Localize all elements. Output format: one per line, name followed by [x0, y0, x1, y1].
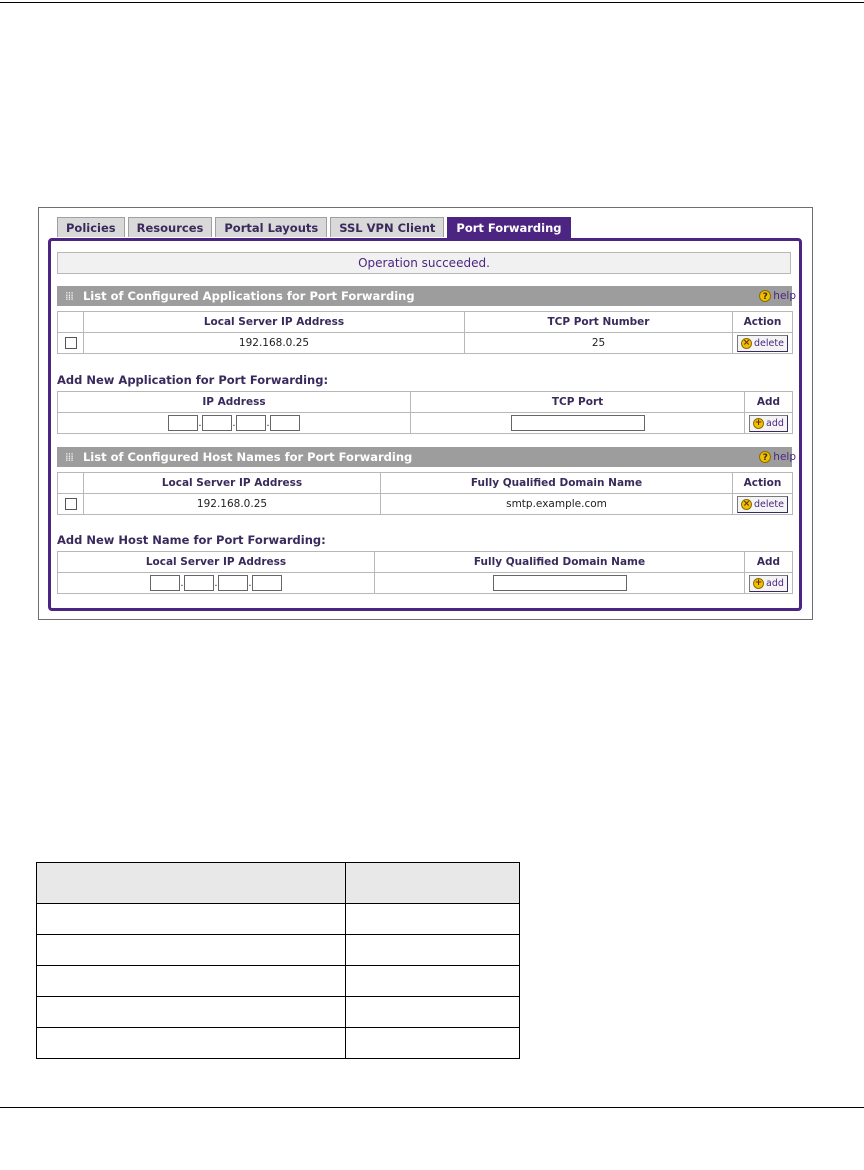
- col-action: Action: [733, 473, 793, 494]
- add-host-table: [57, 551, 793, 594]
- row-select-cell: [58, 333, 84, 354]
- hosts-section-header: [57, 447, 796, 467]
- add-cell: [745, 573, 793, 594]
- col-local-server-ip: Local Server IP Address: [84, 312, 465, 333]
- select-header-cell: [58, 312, 84, 333]
- apps-help-link[interactable]: ? help: [759, 289, 796, 303]
- fqdn-cell: [375, 573, 745, 594]
- ip-octet-1-input[interactable]: [168, 415, 198, 431]
- bottom-rule: [0, 1107, 864, 1108]
- col-tcp-port: TCP Port: [411, 392, 745, 413]
- table-cell: [346, 904, 520, 935]
- grip-icon: ⁞⁞⁞: [65, 450, 73, 464]
- tab-ssl-vpn-client[interactable]: SSL VPN Client: [330, 217, 444, 237]
- tab-bar: [57, 217, 574, 238]
- tcp-port-cell: [411, 413, 745, 434]
- col-fqdn: Fully Qualified Domain Name: [375, 552, 745, 573]
- col-action: Action: [733, 312, 793, 333]
- hosts-section-title: List of Configured Host Names for Port Forwarding: [82, 450, 413, 464]
- tab-portal-layouts[interactable]: Portal Layouts: [215, 217, 327, 237]
- empty-document-table: [36, 862, 520, 1059]
- fqdn-input[interactable]: [493, 575, 627, 591]
- ip-octet-2-input[interactable]: [202, 415, 232, 431]
- app-ip-value: 192.168.0.25: [84, 333, 465, 354]
- add-icon: +: [754, 417, 763, 428]
- delete-icon: ×: [742, 498, 751, 509]
- col-ip-address: IP Address: [58, 392, 411, 413]
- table-cell: [37, 997, 346, 1028]
- table-cell: [37, 904, 346, 935]
- delete-button[interactable]: × delete: [737, 496, 788, 513]
- host-ip-input-group: . . .: [58, 573, 375, 594]
- host-ip-value: 192.168.0.25: [84, 494, 381, 515]
- delete-icon: ×: [742, 337, 751, 348]
- col-add: Add: [745, 552, 793, 573]
- table-cell: [346, 966, 520, 997]
- action-cell: [733, 333, 793, 354]
- row-checkbox[interactable]: [65, 337, 77, 349]
- ip-octet-4-input[interactable]: [270, 415, 300, 431]
- add-cell: [745, 413, 793, 434]
- add-app-button[interactable]: + add: [749, 415, 788, 432]
- col-local-server-ip: Local Server IP Address: [84, 473, 381, 494]
- table-cell: [37, 1028, 346, 1059]
- tab-panel: [48, 238, 802, 611]
- ip-octet-1-input[interactable]: [150, 575, 180, 591]
- ip-octet-4-input[interactable]: [252, 575, 282, 591]
- col-fqdn: Fully Qualified Domain Name: [381, 473, 733, 494]
- tab-port-forwarding[interactable]: Port Forwarding: [447, 217, 570, 238]
- add-app-title: Add New Application for Port Forwarding:: [57, 373, 329, 387]
- col-tcp-port-number: TCP Port Number: [465, 312, 733, 333]
- select-header-cell: [58, 473, 84, 494]
- help-icon: ?: [759, 290, 771, 302]
- top-rule: [0, 2, 864, 3]
- row-checkbox[interactable]: [65, 498, 77, 510]
- ip-address-input-group: . . .: [58, 413, 411, 434]
- grip-icon: ⁞⁞⁞: [65, 289, 73, 303]
- add-host-button[interactable]: + add: [749, 575, 788, 592]
- table-header-cell: [37, 863, 346, 904]
- apps-section-header: [57, 286, 796, 306]
- tab-resources[interactable]: Resources: [128, 217, 213, 237]
- apps-section-title: List of Configured Applications for Port Forwarding: [82, 289, 415, 303]
- app-port-value: 25: [465, 333, 733, 354]
- ip-octet-2-input[interactable]: [184, 575, 214, 591]
- port-forwarding-screenshot: [38, 207, 813, 620]
- table-cell: [346, 1028, 520, 1059]
- help-icon: ?: [759, 451, 771, 463]
- table-header-cell: [346, 863, 520, 904]
- table-cell: [346, 997, 520, 1028]
- add-icon: +: [754, 577, 763, 588]
- status-message: Operation succeeded.: [57, 252, 791, 274]
- add-app-table: [57, 391, 793, 434]
- add-host-title: Add New Host Name for Port Forwarding:: [57, 533, 326, 547]
- row-select-cell: [58, 494, 84, 515]
- apps-table: [57, 311, 793, 354]
- table-cell: [37, 966, 346, 997]
- hosts-table: [57, 472, 793, 515]
- host-fqdn-value: smtp.example.com: [381, 494, 733, 515]
- ip-octet-3-input[interactable]: [218, 575, 248, 591]
- delete-button[interactable]: × delete: [737, 335, 788, 352]
- ip-octet-3-input[interactable]: [236, 415, 266, 431]
- col-add: Add: [745, 392, 793, 413]
- table-cell: [37, 935, 346, 966]
- tcp-port-input[interactable]: [511, 415, 645, 431]
- hosts-help-link[interactable]: ? help: [759, 450, 796, 464]
- action-cell: [733, 494, 793, 515]
- tab-policies[interactable]: Policies: [57, 217, 125, 237]
- table-cell: [346, 935, 520, 966]
- col-local-server-ip: Local Server IP Address: [58, 552, 375, 573]
